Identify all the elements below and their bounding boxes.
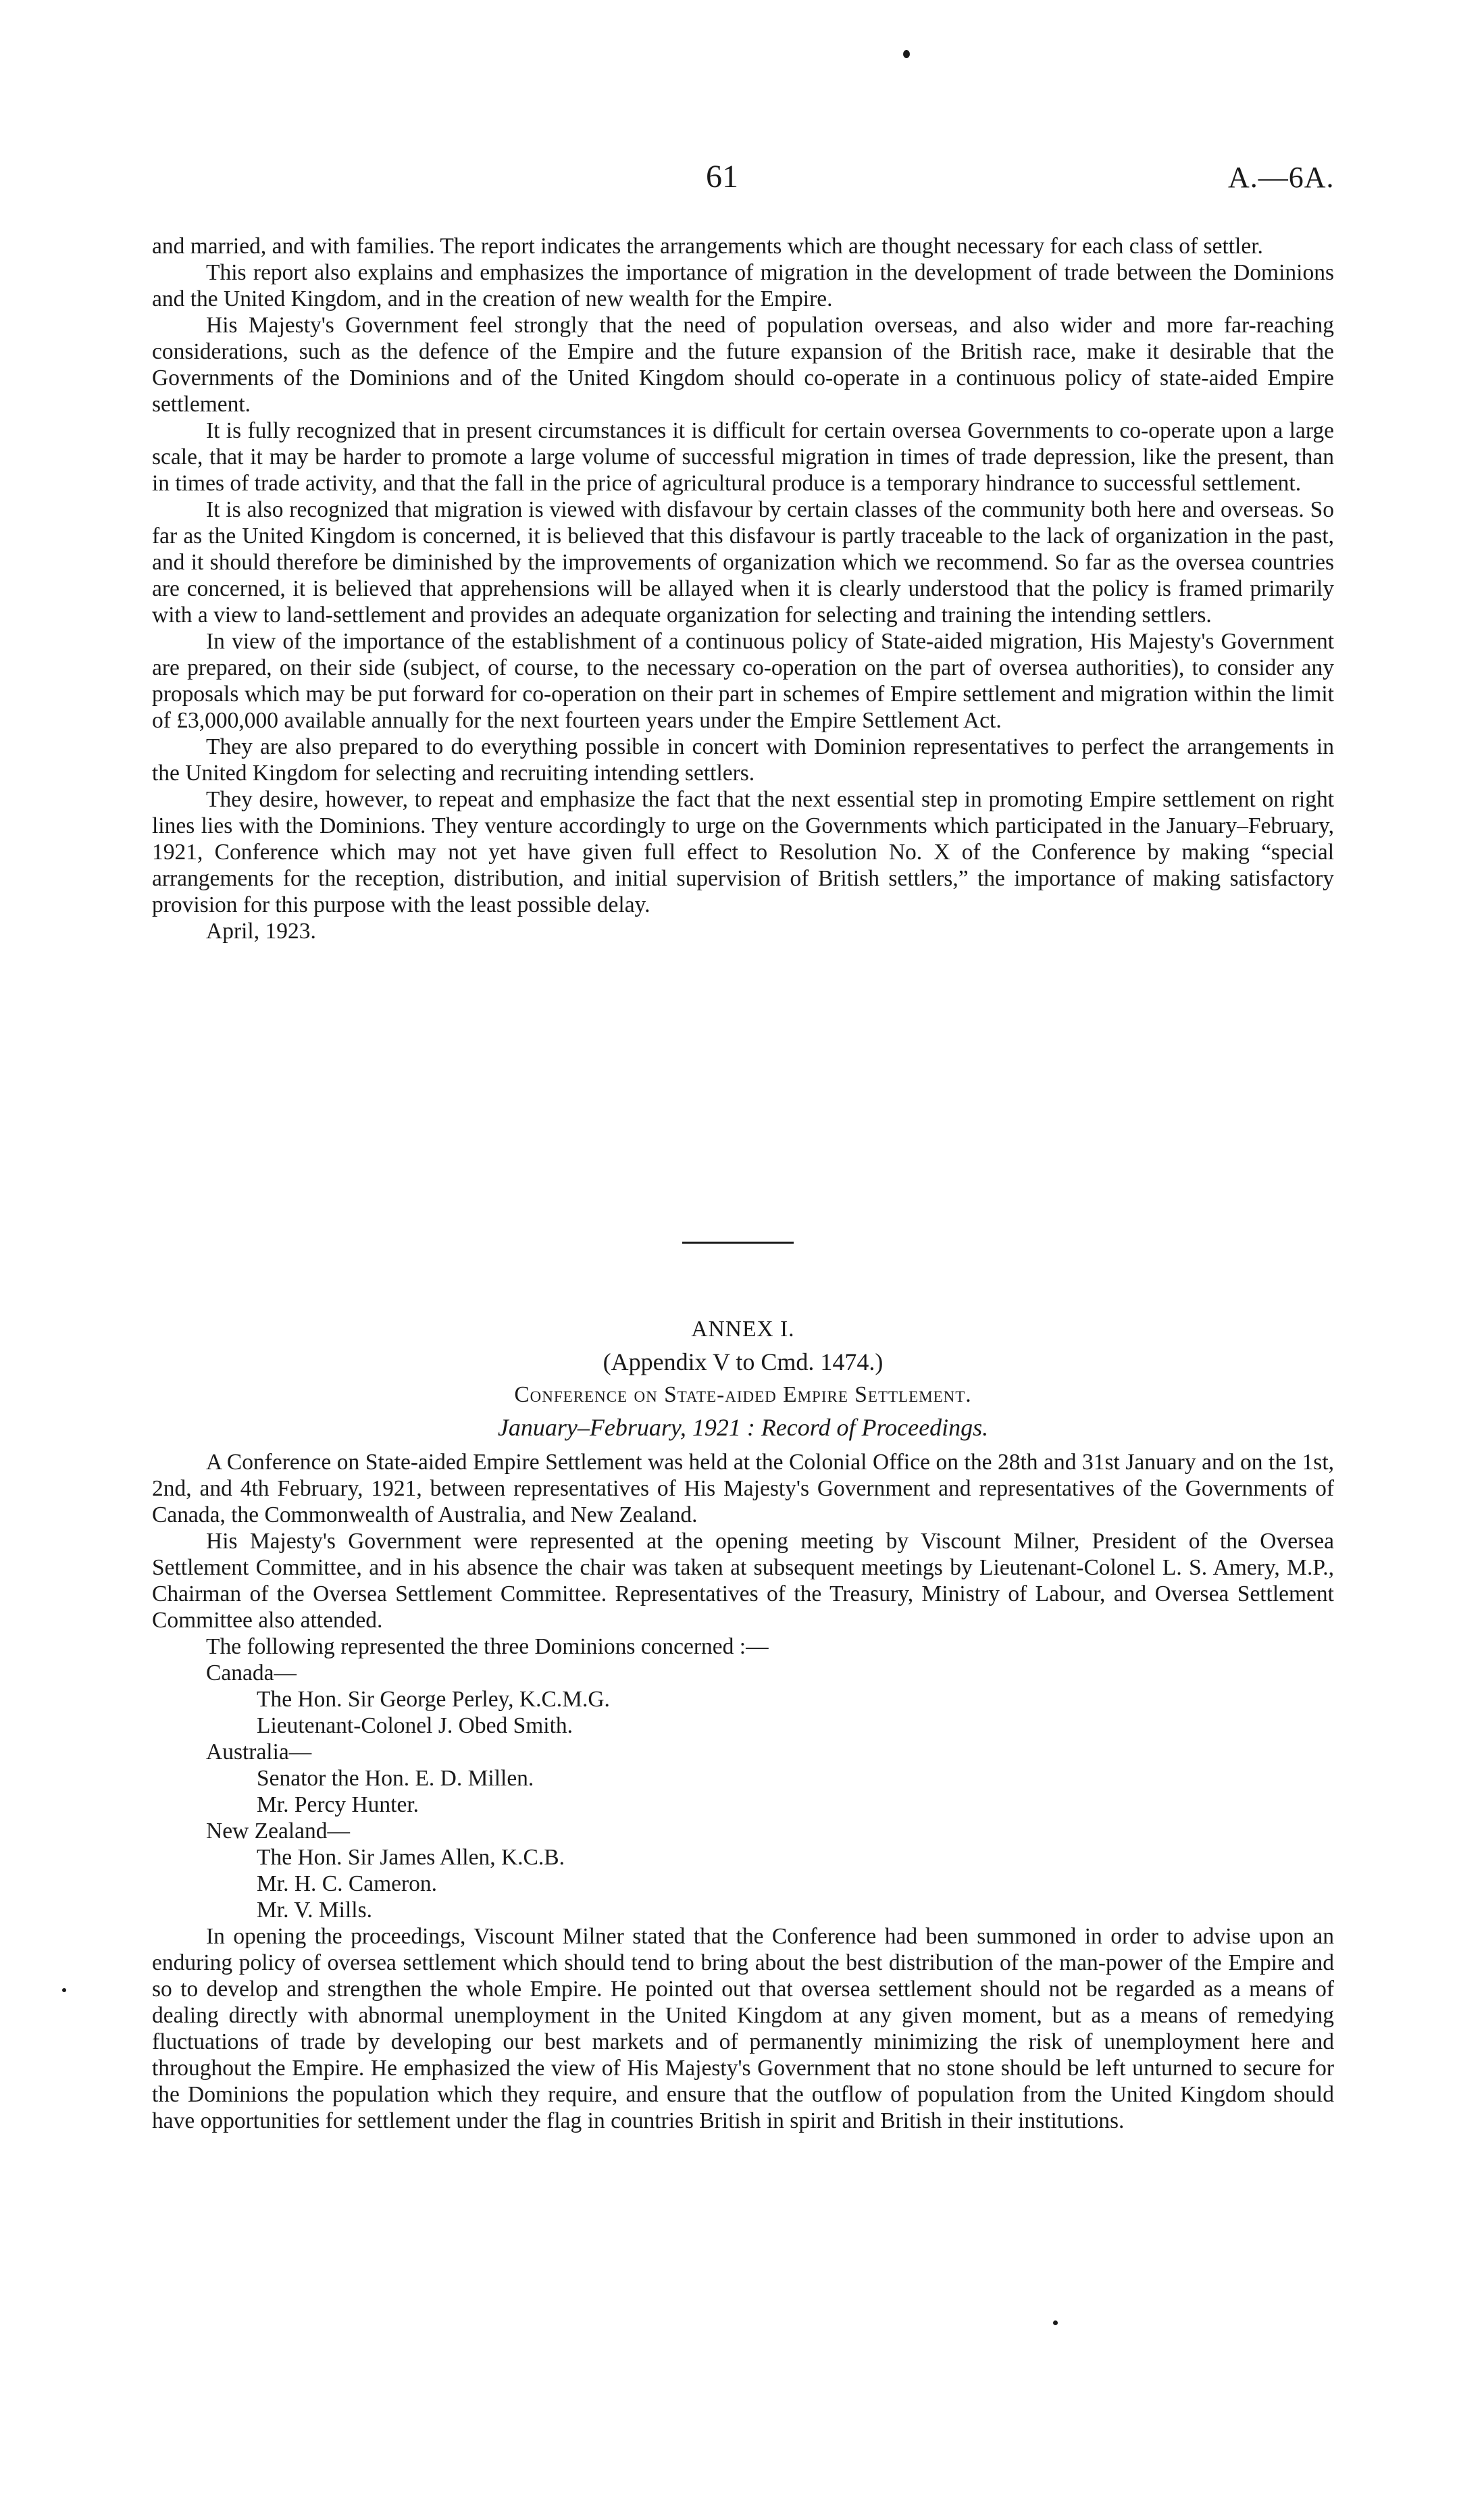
delegation-country: Australia— — [206, 1740, 312, 1765]
delegate-name: Mr. Percy Hunter. — [257, 1792, 419, 1817]
body-paragraph: This report also explains and emphasizes the importance of migration in the development of trade between the Dominions and the United Kingdom, and in the creation of new wealth for the Empire. — [152, 260, 1334, 311]
body-paragraph: In view of the importance of the establishment of a continuous policy of State-aided migration, His Majesty's Government are prepared, on their side (subject, of course, to the necessary co-operation on the part of oversea authorities), to consider any proposals which may be put forward for co-operation on their part in schemes of Empire settlement and migration within the limit of £3,000,000 available annually for the next fourteen years under the Empire Settlement Act. — [152, 629, 1334, 733]
annex-subtitle: (Appendix V to Cmd. 1474.) — [603, 1348, 884, 1375]
annex-paragraph: A Conference on State-aided Empire Settlement was held at the Colonial Office on the 28th and 31st January and on the 1st, 2nd, and 4th February, 1921, between representatives of His Majesty's Government and representatives of the Governments of Canada, the Commonwealth of Australia, and New Zealand. — [152, 1450, 1334, 1527]
body-paragraph: They are also prepared to do everything possible in concert with Dominion representatives to perfect the arrangements in the United Kingdom for selecting and recruiting intending settlers. — [152, 734, 1334, 786]
delegation-canada — [152, 1660, 1334, 1739]
ink-speck — [62, 1988, 66, 1992]
delegation-new-zealand — [152, 1818, 1334, 1923]
body-paragraph: His Majesty's Government feel strongly that the need of population overseas, and also wider and more far-reaching considerations, such as the defence of the Empire and the future expansion of the British race, make it desirable that the Governments of the Dominions and of the United Kingdom should co-operate in a continuous policy of state-aided Empire settlement. — [152, 313, 1334, 417]
delegation-australia — [152, 1739, 1334, 1818]
paper-code: A.—6A. — [1228, 161, 1335, 194]
annex-title: ANNEX I. — [691, 1317, 795, 1342]
page-number: 61 — [706, 159, 738, 195]
annex-paragraph: The following represented the three Dominions concerned :— — [206, 1634, 769, 1659]
annex-paragraph: His Majesty's Government were represented at the opening meeting by Viscount Milner, President of the Oversea Settlement Committee, and in his absence the chair was taken at subsequent meetings by Lieutenant-Colonel L. S. Amery, M.P., Chairman of the Oversea Settlement Committee. Representatives of the Treasury, Ministry of Labour, and Oversea Settlement Committee also attended. — [152, 1529, 1334, 1633]
delegation-country: Canada— — [206, 1660, 297, 1685]
annex-paragraph: In opening the proceedings, Viscount Milner stated that the Conference had been summoned in order to advise upon an enduring policy of oversea settlement which should tend to bring about the best distribution of the man-power of the Empire and so to develop and strengthen the whole Empire. He pointed out that oversea settlement should not be regarded as a means of dealing directly with abnormal unemployment in the United Kingdom at any given moment, but as a means of remedying fluctuations of trade by developing our best markets and of permanently minimizing the risk of unemployment here and throughout the Empire. He emphasized the view of His Majesty's Government that no stone should be left unturned to secure for the Dominions the population which they require, and ensure that the outflow of population from the United Kingdom should have opportunities for settlement under the flag in countries British in spirit and British in their institutions. — [152, 1924, 1334, 2133]
annex-body — [152, 1449, 1334, 2134]
body-paragraph: and married, and with families. The report indicates the arrangements which are thought necessary for each class of settler. — [152, 234, 1263, 259]
delegate-name: Senator the Hon. E. D. Millen. — [257, 1766, 534, 1791]
delegate-name: Mr. V. Mills. — [257, 1898, 372, 1923]
delegate-name: Lieutenant-Colonel J. Obed Smith. — [257, 1713, 573, 1738]
delegate-name: The Hon. Sir James Allen, K.C.B. — [257, 1845, 565, 1870]
body-paragraph: It is fully recognized that in present circumstances it is difficult for certain oversea Governments to co-operate upon a large scale, that it may be harder to promote a large volume of successful migration in times of trade depression, like the present, than in times of trade activity, and that the fall in the price of agricultural produce is a temporary hindrance to successful settlement. — [152, 418, 1334, 496]
annex-record-line: January–February, 1921 : Record of Proceedings. — [497, 1414, 989, 1441]
delegate-name: The Hon. Sir George Perley, K.C.M.G. — [257, 1687, 610, 1712]
section-divider — [682, 1242, 794, 1244]
body-paragraph: They desire, however, to repeat and emphasize the fact that the next essential step in promoting Empire settlement on right lines lies with the Dominions. They venture accordingly to urge on the Governments which participated in the January–February, 1921, Conference which may not yet have given full effect to Resolution No. X of the Conference by making “special arrangements for the reception, distribution, and initial supervision of British settlers,” the importance of making satisfactory provision for this purpose with the least possible delay. — [152, 787, 1334, 917]
body-paragraph: It is also recognized that migration is viewed with disfavour by certain classes of the community both here and overseas. So far as the United Kingdom is concerned, it is believed that this disfavour is partly traceable to the lack of organization in the past, and it should therefore be diminished by the improvements of organization which we recommend. So far as the oversea countries are concerned, it is believed that apprehensions will be allayed when it is clearly understood that the policy is framed primarily with a view to land-settlement and provides an adequate organization for selecting and training the intending settlers. — [152, 497, 1334, 628]
report-body — [152, 233, 1334, 944]
delegation-country: New Zealand— — [206, 1819, 351, 1844]
delegate-name: Mr. H. C. Cameron. — [257, 1871, 438, 1896]
date-line: April, 1923. — [206, 919, 316, 944]
ink-speck — [1053, 2320, 1058, 2325]
annex-heading: Conference on State-aided Empire Settlement. — [514, 1382, 972, 1407]
ink-speck — [903, 50, 910, 58]
